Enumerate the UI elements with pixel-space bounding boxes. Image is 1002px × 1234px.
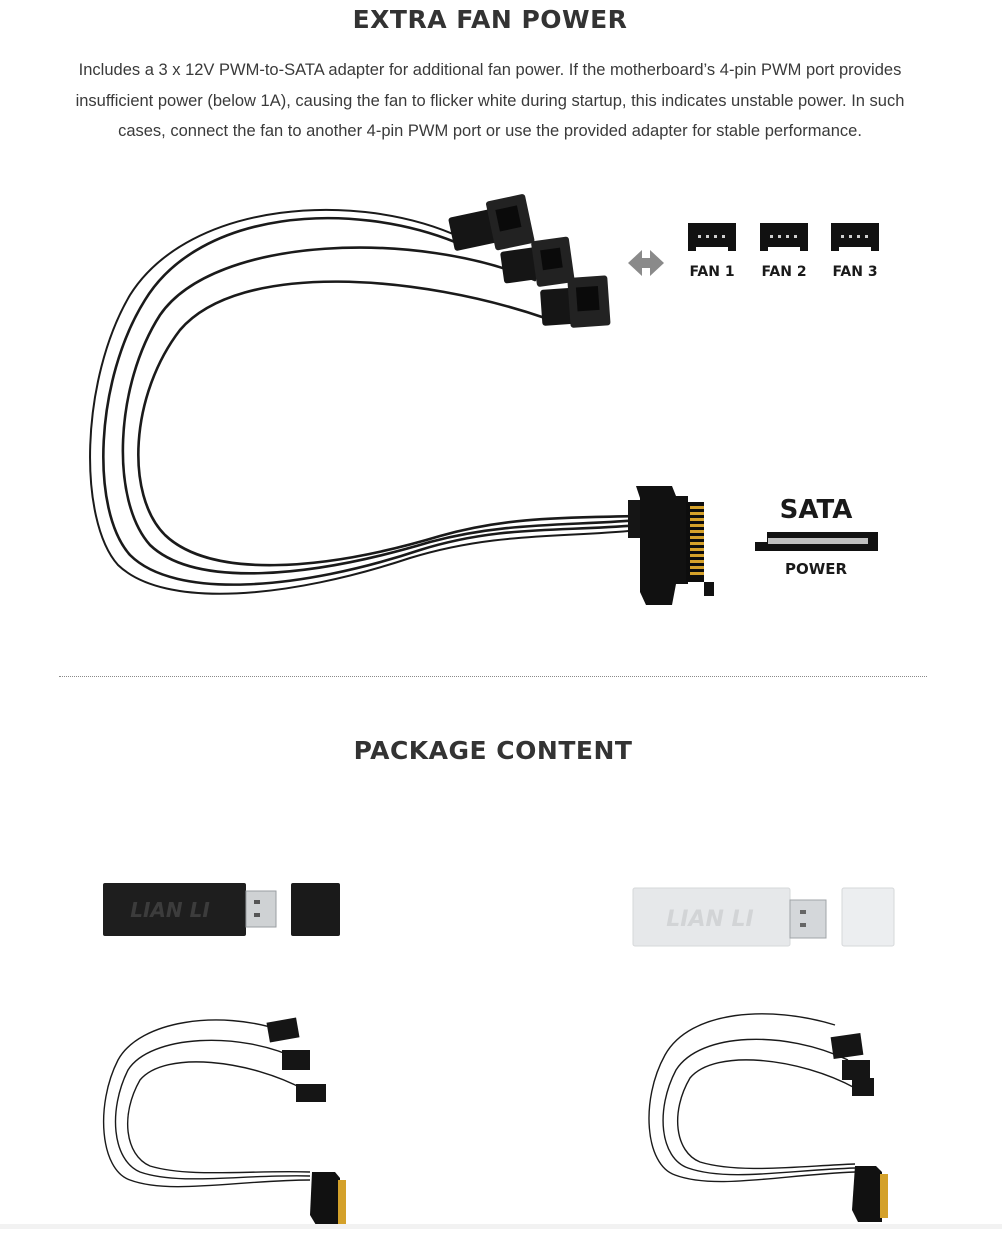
sata-label: SATA [779,495,853,525]
usb-dongle-white [633,888,894,946]
extra-fan-power-description: Includes a 3 x 12V PWM-to-SATA adapter for additional fan power. If the motherboard’s 4-pin PWM port provides insufficient power (below 1A), causing the fan to flicker white during startup, this indicates unstable power. In such cases, connect the fan to another 4-pin PWM port or use the provided adapter for stable performance. [75,61,905,140]
fan-connectors [446,194,610,330]
sata-port-icon [755,532,878,551]
power-label: POWER [784,560,848,578]
extra-fan-power-title: EXTRA FAN POWER [352,5,628,34]
fan-2-label: FAN 2 [761,264,807,280]
sata-connector [628,486,714,605]
usb-dongle-black [103,883,340,936]
footer-strip [0,1224,1002,1229]
fan-adapter-cable-1 [104,1018,346,1225]
dongle-logo-dark: LIAN LI [130,898,210,922]
section-divider [59,676,927,677]
fan-adapter-cable-2 [649,1014,888,1222]
package-content-title: PACKAGE CONTENT [353,736,633,765]
fan-3-label: FAN 3 [832,264,878,280]
fan-1-label: FAN 1 [689,264,735,280]
pwm-to-sata-adapter-image [0,180,1002,640]
fan-header-icons [688,223,879,251]
dongle-logo-light: LIAN LI [666,907,754,932]
double-arrow-icon [628,250,664,276]
package-content-images [0,860,1002,1229]
